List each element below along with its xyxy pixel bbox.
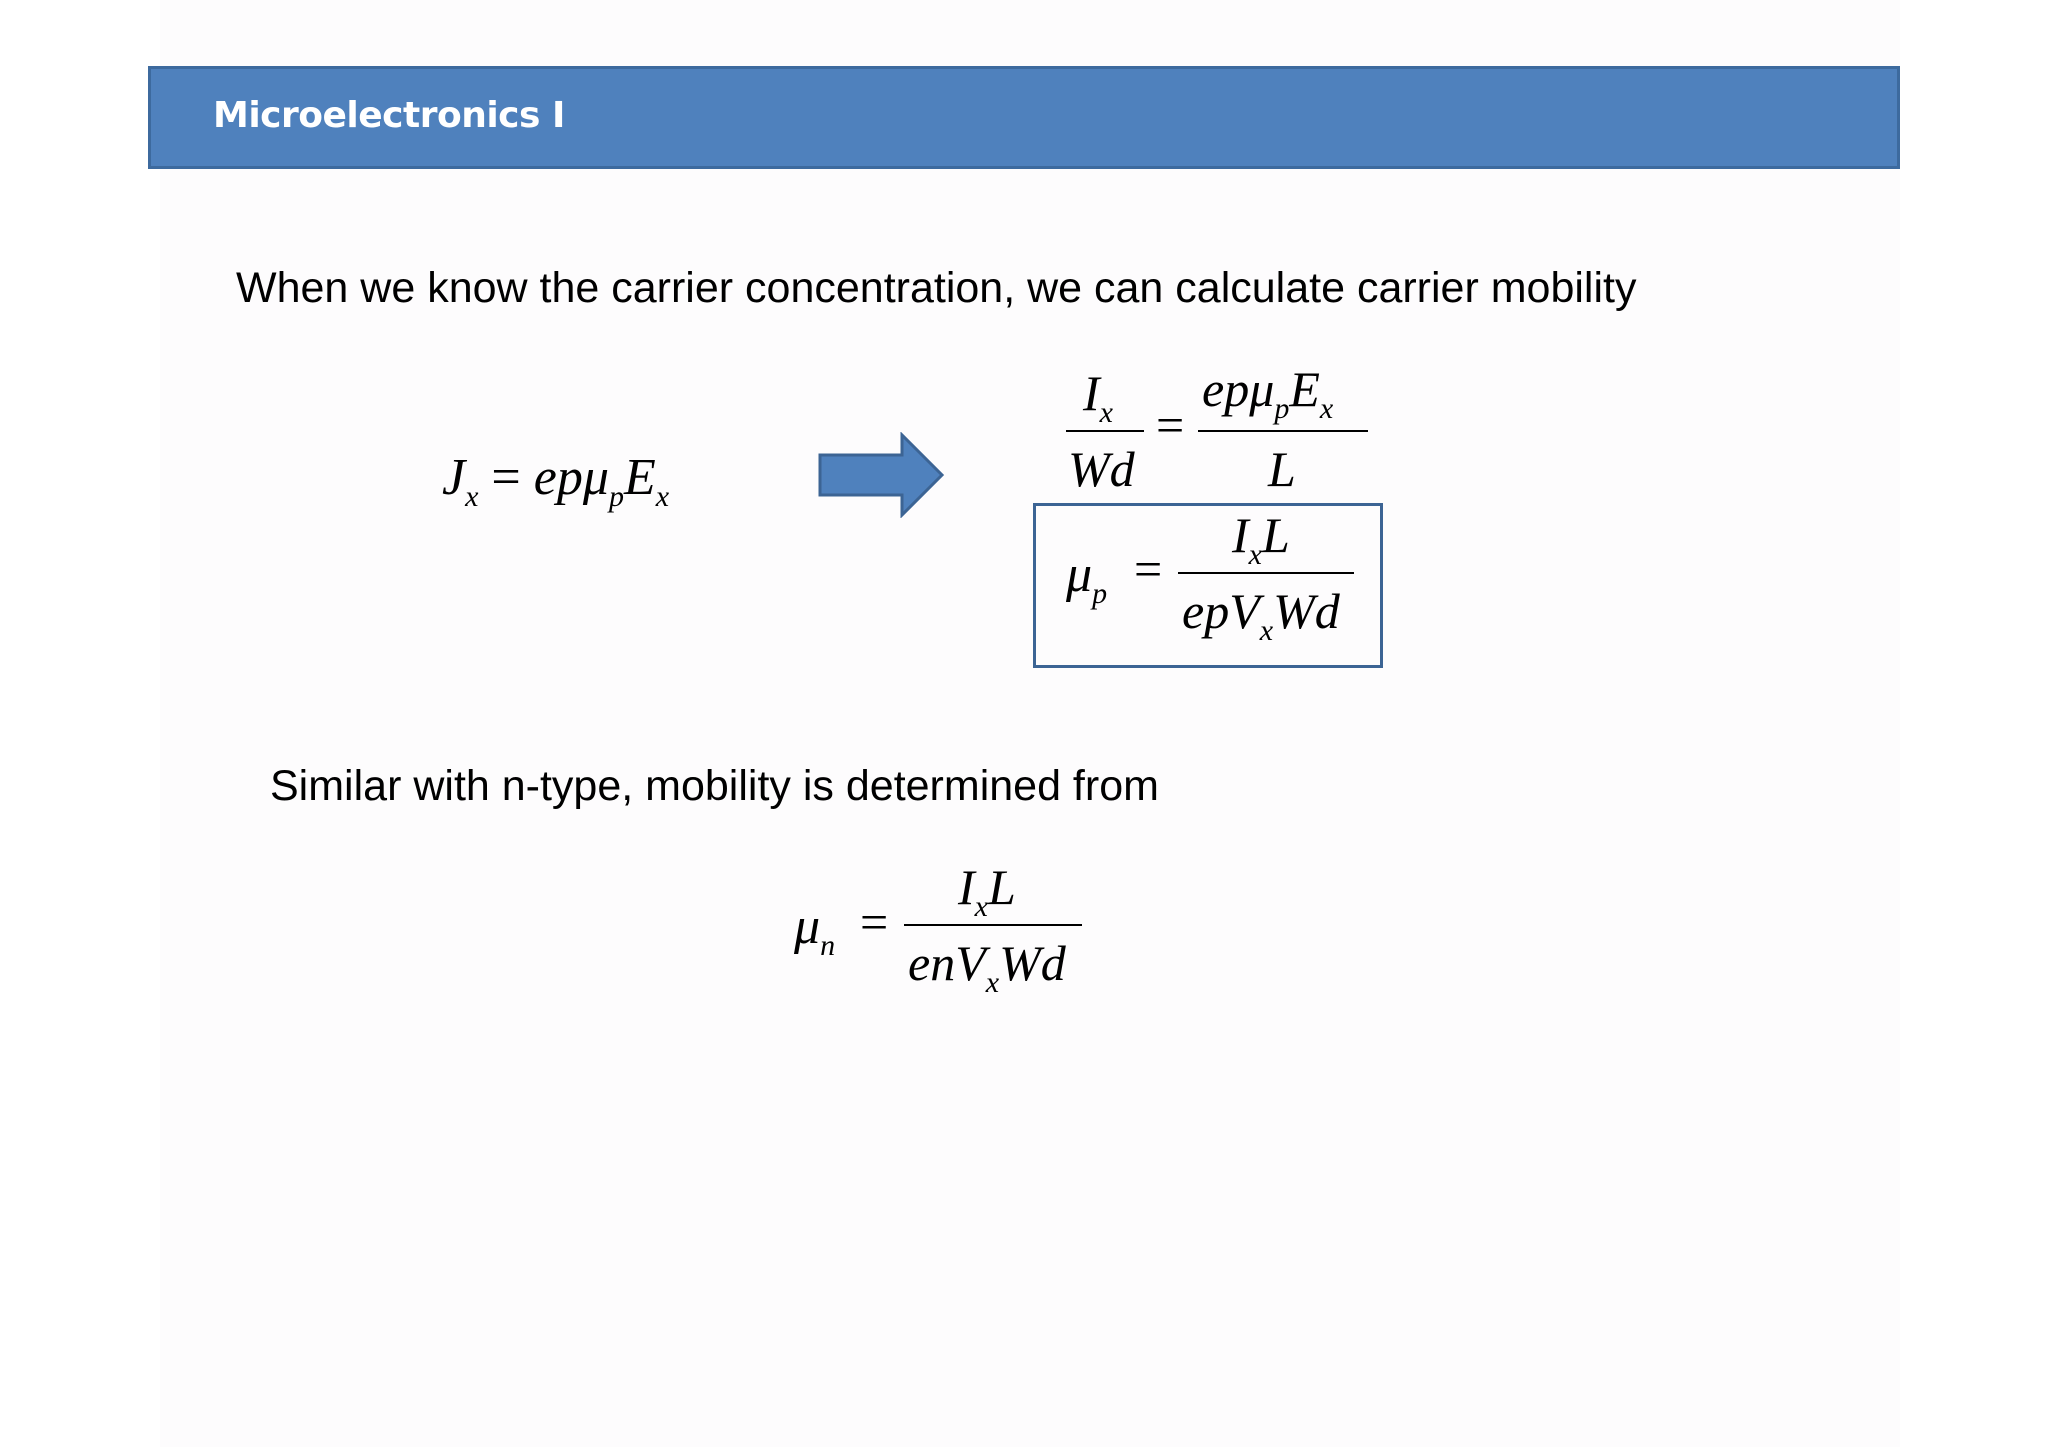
- eq4-denominator: [908, 934, 1066, 999]
- eq4-num-sub: x: [974, 890, 988, 923]
- eq3-den-sub: x: [1259, 614, 1274, 647]
- eq4-num-a: I: [958, 859, 975, 915]
- header-bar: [148, 66, 1900, 169]
- eq3-lhs-mu: μ: [1066, 546, 1093, 603]
- eq4-den-a: enV: [908, 935, 986, 991]
- current-density-equation: [442, 448, 670, 513]
- eq2-num-left: [1083, 364, 1113, 429]
- eq1-lhs: J: [442, 449, 466, 506]
- eq2-right-fraction-bar: [1198, 430, 1368, 432]
- right-arrow-icon: [818, 432, 946, 518]
- eq1-rhs-mu-sub: p: [608, 480, 624, 513]
- eq3-equals: =: [1134, 541, 1163, 597]
- eq3-num-a: I: [1232, 507, 1249, 563]
- eq1-rhs-a: ep: [533, 449, 583, 506]
- eq2-den-right: L: [1268, 441, 1296, 497]
- eq3-num-sub: x: [1248, 538, 1262, 571]
- eq3-lhs: [1066, 545, 1108, 610]
- eq4-den-sub: x: [985, 966, 1000, 999]
- eq3-denominator: [1182, 582, 1340, 647]
- eq2-num-right-a: ep: [1202, 361, 1250, 417]
- eq3-fraction-bar: [1178, 572, 1354, 574]
- ntype-text: Similar with n-type, mobility is determined from: [270, 762, 1159, 810]
- eq3-lhs-sub: p: [1092, 577, 1108, 610]
- eq2-equals: =: [1156, 397, 1185, 453]
- intro-text: When we know the carrier concentration, we can calculate carrier mobility: [236, 264, 1637, 312]
- eq4-num-b: L: [987, 859, 1016, 915]
- eq2-num-right-b: E: [1289, 361, 1320, 417]
- eq2-left-fraction-bar: [1066, 430, 1144, 432]
- eq2-num-left-var: I: [1083, 365, 1100, 421]
- eq2-num-right: [1202, 360, 1334, 425]
- eq3-num-b: L: [1261, 507, 1290, 563]
- eq1-rhs-mu: μ: [582, 449, 609, 506]
- eq1-rhs-b-sub: x: [655, 480, 670, 513]
- slide-background: [160, 0, 1900, 1447]
- eq4-numerator: [958, 858, 1016, 923]
- eq2-den-left: Wd: [1068, 441, 1135, 497]
- eq2-num-left-sub: x: [1099, 396, 1113, 429]
- eq3-den-b: Wd: [1273, 583, 1340, 639]
- slide-title: Microelectronics I: [213, 95, 565, 136]
- eq4-den-b: Wd: [999, 935, 1066, 991]
- eq4-fraction-bar: [904, 924, 1082, 926]
- eq1-equals: =: [491, 449, 521, 506]
- eq1-rhs-b: E: [623, 449, 656, 506]
- eq4-equals: =: [860, 894, 889, 950]
- eq2-num-right-mu-sub: p: [1274, 392, 1290, 425]
- eq1-lhs-sub: x: [465, 480, 479, 513]
- eq4-lhs-sub: n: [820, 929, 836, 962]
- eq2-num-right-mu: μ: [1249, 361, 1275, 417]
- eq4-lhs-mu: μ: [794, 898, 821, 955]
- eq3-numerator: [1232, 506, 1290, 571]
- eq4-lhs: [794, 897, 836, 962]
- eq2-num-right-b-sub: x: [1319, 392, 1334, 425]
- eq3-den-a: epV: [1182, 583, 1260, 639]
